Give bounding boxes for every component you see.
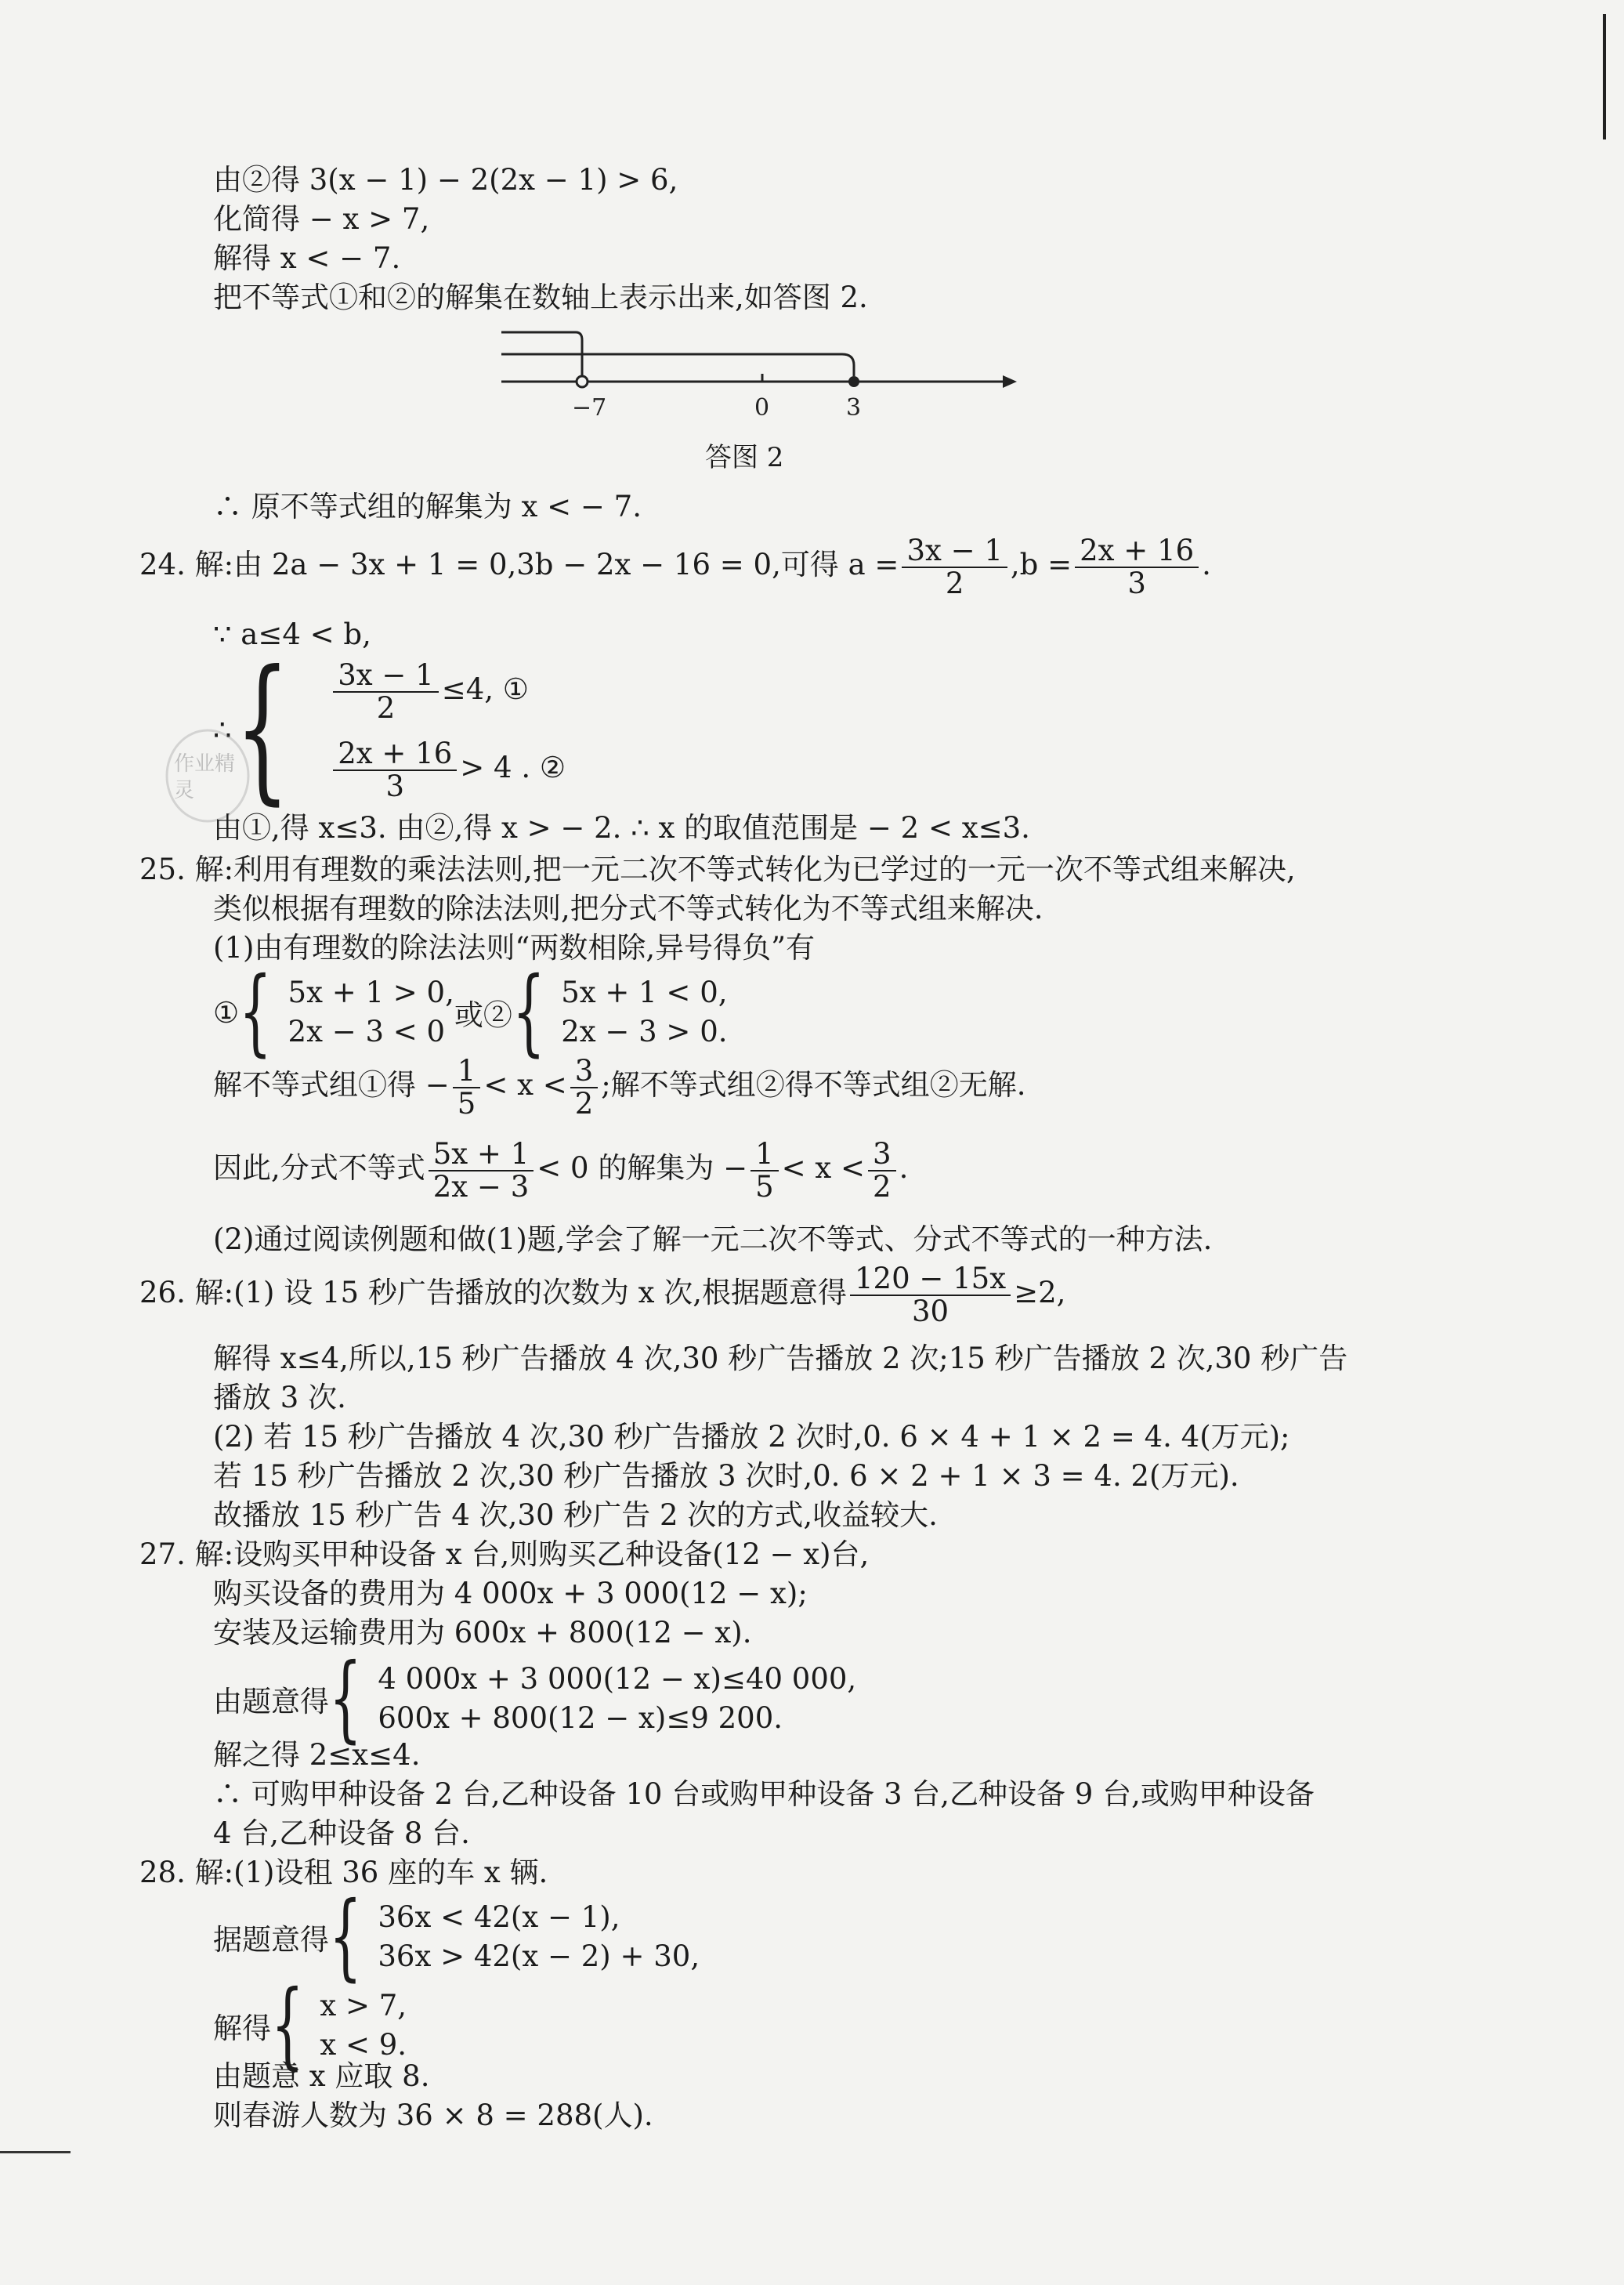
q25-line-6: 因此,分式不等式 $\frac{5x + 1}{2x - 3}$ < 0 的解集为 − $\frac{1}{5}$ < x < $\frac{3}{2}$ . bbox=[213, 1136, 909, 1204]
q28-line-1: 28. 解:(1)设租 36 座的车 x 辆. bbox=[139, 1856, 548, 1889]
line-4: 把不等式①和②的解集在数轴上表示出来,如答图 2. bbox=[213, 281, 868, 314]
q28-line-5: 则春游人数为 36 × 8 = 288(人). bbox=[213, 2099, 653, 2132]
page-edge-mark bbox=[1603, 14, 1606, 139]
q26-line-5: 若 15 秒广告播放 2 次,30 秒广告播放 3 次时,0. 6 × 2 + 1 × 3 = 4. 2(万元). bbox=[213, 1459, 1239, 1493]
q26-line-2: 解得 x≤4,所以,15 秒广告播放 4 次,30 秒广告播放 2 次;15 秒广告播放 2 次,30 秒广告 bbox=[213, 1342, 1348, 1375]
q26-line-3: 播放 3 次. bbox=[213, 1381, 346, 1414]
q27-line-6: ∴ 可购甲种设备 2 台,乙种设备 10 台或购甲种设备 3 台,乙种设备 9 台,或购甲种设备 bbox=[213, 1777, 1315, 1811]
q24-line-2: ∵ a≤4 < b, bbox=[213, 617, 371, 651]
line-5: ∴ 原不等式组的解集为 x < − 7. bbox=[213, 490, 642, 523]
line-2: 化简得 − x > 7, bbox=[213, 202, 430, 236]
stamp-text: 作业精灵 bbox=[174, 752, 236, 802]
q26-line-1: 26. 解:(1) 设 15 秒广告播放的次数为 x 次,根据题意得 $\frac{120 - 15x}{30}$ ≥2, bbox=[139, 1261, 1066, 1328]
q24-line-3: 由①,得 x≤3. 由②,得 x > − 2. ∴ x 的取值范围是 − 2 < x≤3. bbox=[213, 811, 1030, 845]
q24-system: { $\frac{3x - 1}{2}$ ≤4, ① $\frac{2x + 16}{3}$ > 4 . ② bbox=[235, 637, 566, 820]
label-3: 3 bbox=[846, 394, 862, 422]
label-0: 0 bbox=[754, 394, 770, 422]
q25-line-2: 类似根据有理数的除法法则,把分式不等式转化为不等式组来解决. bbox=[213, 892, 1043, 925]
figure-caption: 答图 2 bbox=[705, 442, 784, 473]
q25-line-5: 解不等式组①得 − $\frac{1}{5}$ < x < $\frac{3}{2}$ ;解不等式组②得不等式组②无解. bbox=[213, 1053, 1026, 1121]
q28-system-1: 据题意得 { 36x < 42(x − 1), 36x > 42(x − 2) + 30, bbox=[213, 1882, 700, 1991]
q28-system-2: 解得 { x > 7, x < 9. bbox=[213, 1971, 407, 2080]
q24-frac-a: $\frac{3x - 1}{2}$ bbox=[902, 535, 1007, 599]
line-1: 由②得 3(x − 1) − 2(2x − 1) > 6, bbox=[213, 163, 678, 197]
label-neg7: −7 bbox=[572, 394, 607, 422]
q25-line-1: 25. 解:利用有理数的乘法法则,把一元二次不等式转化为已学过的一元一次不等式组来解决, bbox=[139, 853, 1296, 886]
number-line-figure bbox=[494, 313, 1026, 431]
q24-line-1: 24. 解:由 2a − 3x + 1 = 0,3b − 2x − 16 = 0,可得 a = $\frac{3x - 1}{2}$ ,b = $\frac{2x + 16}{3}$ . bbox=[139, 533, 1211, 600]
q25-systems: ① { 5x + 1 > 0, 2x − 3 < 0 或② { 5x + 1 < 0, 2x − 3 > 0. bbox=[213, 958, 728, 1066]
q27-line-2: 购买设备的费用为 4 000x + 3 000(12 − x); bbox=[213, 1577, 808, 1610]
q26-line-4: (2) 若 15 秒广告播放 4 次,30 秒广告播放 2 次时,0. 6 × 4 + 1 × 2 = 4. 4(万元); bbox=[213, 1420, 1290, 1454]
q27-line-1: 27. 解:设购买甲种设备 x 台,则购买乙种设备(12 − x)台, bbox=[139, 1537, 870, 1571]
bottom-rule bbox=[0, 2151, 71, 2153]
q27-line-3: 安装及运输费用为 600x + 800(12 − x). bbox=[213, 1616, 752, 1649]
q27-line-5: 解之得 2≤x≤4. bbox=[213, 1738, 421, 1772]
q26-line-6: 故播放 15 秒广告 4 次,30 秒广告 2 次的方式,收益较大. bbox=[213, 1498, 938, 1532]
q24-frac-b: $\frac{2x + 16}{3}$ bbox=[1075, 535, 1199, 599]
q27-system: 由题意得 { 4 000x + 3 000(12 − x)≤40 000, 600x + 800(12 − x)≤9 200. bbox=[213, 1644, 857, 1753]
q25-line-3: (1)由有理数的除法法则“两数相除,异号得负”有 bbox=[213, 931, 816, 965]
q24-therefore: ∴ bbox=[213, 713, 232, 747]
q28-line-4: 由题意 x 应取 8. bbox=[213, 2059, 430, 2093]
q27-line-7: 4 台,乙种设备 8 台. bbox=[213, 1816, 470, 1850]
q25-line-7: (2)通过阅读例题和做(1)题,学会了解一元二次不等式、分式不等式的一种方法. bbox=[213, 1222, 1213, 1256]
line-3: 解得 x < − 7. bbox=[213, 241, 401, 275]
